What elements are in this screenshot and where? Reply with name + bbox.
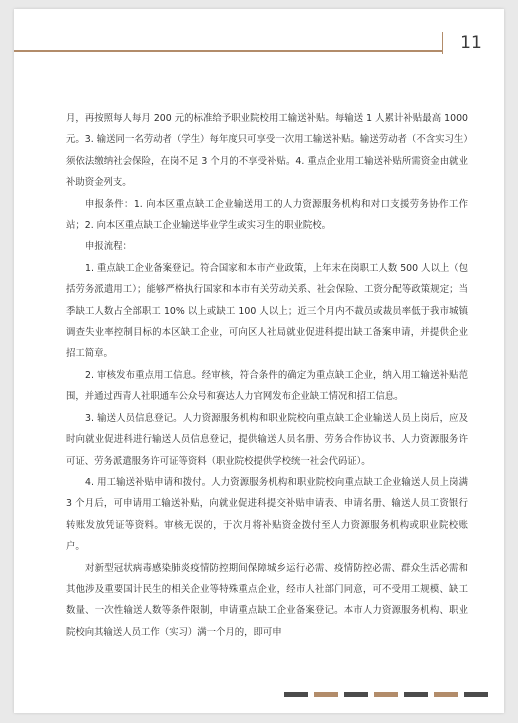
page-number: 11: [442, 32, 499, 54]
header-rule: [14, 50, 442, 52]
footer-bar: [434, 692, 458, 697]
paragraph-application-conditions: 申报条件：1. 向本区重点缺工企业输送用工的人力资源服务机构和对口支援劳务协作工作站；2. 向本区重点缺工企业输送毕业学生或实习生的职业院校。: [66, 198, 468, 232]
document-page: [14, 9, 504, 713]
footer-decoration: [14, 692, 504, 698]
paragraph-special-enterprises: 对新型冠状病毒感染肺炎疫情防控期间保障城乡运行必需、疫情防控必需、群众生活必需和其他涉及重要国计民生的相关企业等特殊重点企业，经市人社部门同意，可不受用工规模、缺工数量、一次性输送人数等条件限制，申请重点缺工企业备案登记。本市人力资源服务机构、职业院校向其输送人员工作（实习）满一个月的，即可申: [66, 562, 468, 638]
footer-bar: [314, 692, 338, 697]
paragraph-continuation: 月，再按照每人每月 200 元的标准给予职业院校用工输送补贴。每输送 1 人累计补贴最高 1000 元。3. 输送同一名劳动者（学生）每年度只可享受一次用工输送补贴。输送劳动者（不含实习生）须依法缴纳社会保险，在岗不足 3 个月的不享受补贴。4. 重点企业用工输送补贴所需资金由就业补助资金列支。: [66, 113, 468, 189]
footer-bar: [464, 692, 488, 697]
body-text: [66, 108, 468, 643]
footer-bar: [404, 692, 428, 697]
paragraph-step-4: 4. 用工输送补贴申请和拨付。人力资源服务机构和职业院校向重点缺工企业输送人员上岗满 3 个月后，可申请用工输送补贴，向就业促进科提交补贴申请表、申请名册、输送人员工资银行转账发放凭证等资料。审核无误的，于次月将补贴资金拨付至人力资源服务机构或职业院校账户。: [66, 476, 468, 553]
paragraph-process-heading: 申报流程：: [85, 241, 132, 253]
footer-bar: [284, 692, 308, 697]
footer-bar: [344, 692, 368, 697]
paragraph-step-3: 3. 输送人员信息登记。人力资源服务机构和职业院校向重点缺工企业输送人员上岗后，应及时向就业促进科进行输送人员信息登记，提供输送人员名册、劳务合作协议书、人力资源服务许可证、劳务派遣服务许可证等资料（职业院校提供学校统一社会代码证）。: [66, 412, 468, 467]
paragraph-step-1: 1. 重点缺工企业备案登记。符合国家和本市产业政策，上年末在岗职工人数 500 人以上（包括劳务派遣用工）；能够严格执行国家和本市有关劳动关系、社会保险、工资分配等政策规定；当季缺工人数占全部职工 10% 以上或缺工 100 人以上；近三个月内不裁员或裁员率低于我市城镇调查失业率控制目标的本区缺工企业，可向区人社局就业促进科提出缺工备案申请，并提供企业招工简章。: [66, 262, 468, 360]
footer-bar: [374, 692, 398, 697]
paragraph-step-2: 2. 审核发布重点用工信息。经审核，符合条件的确定为重点缺工企业，纳入用工输送补贴范围，并通过西青人社职通车公众号和赛达人力官网发布企业缺工情况和招工信息。: [66, 369, 468, 403]
